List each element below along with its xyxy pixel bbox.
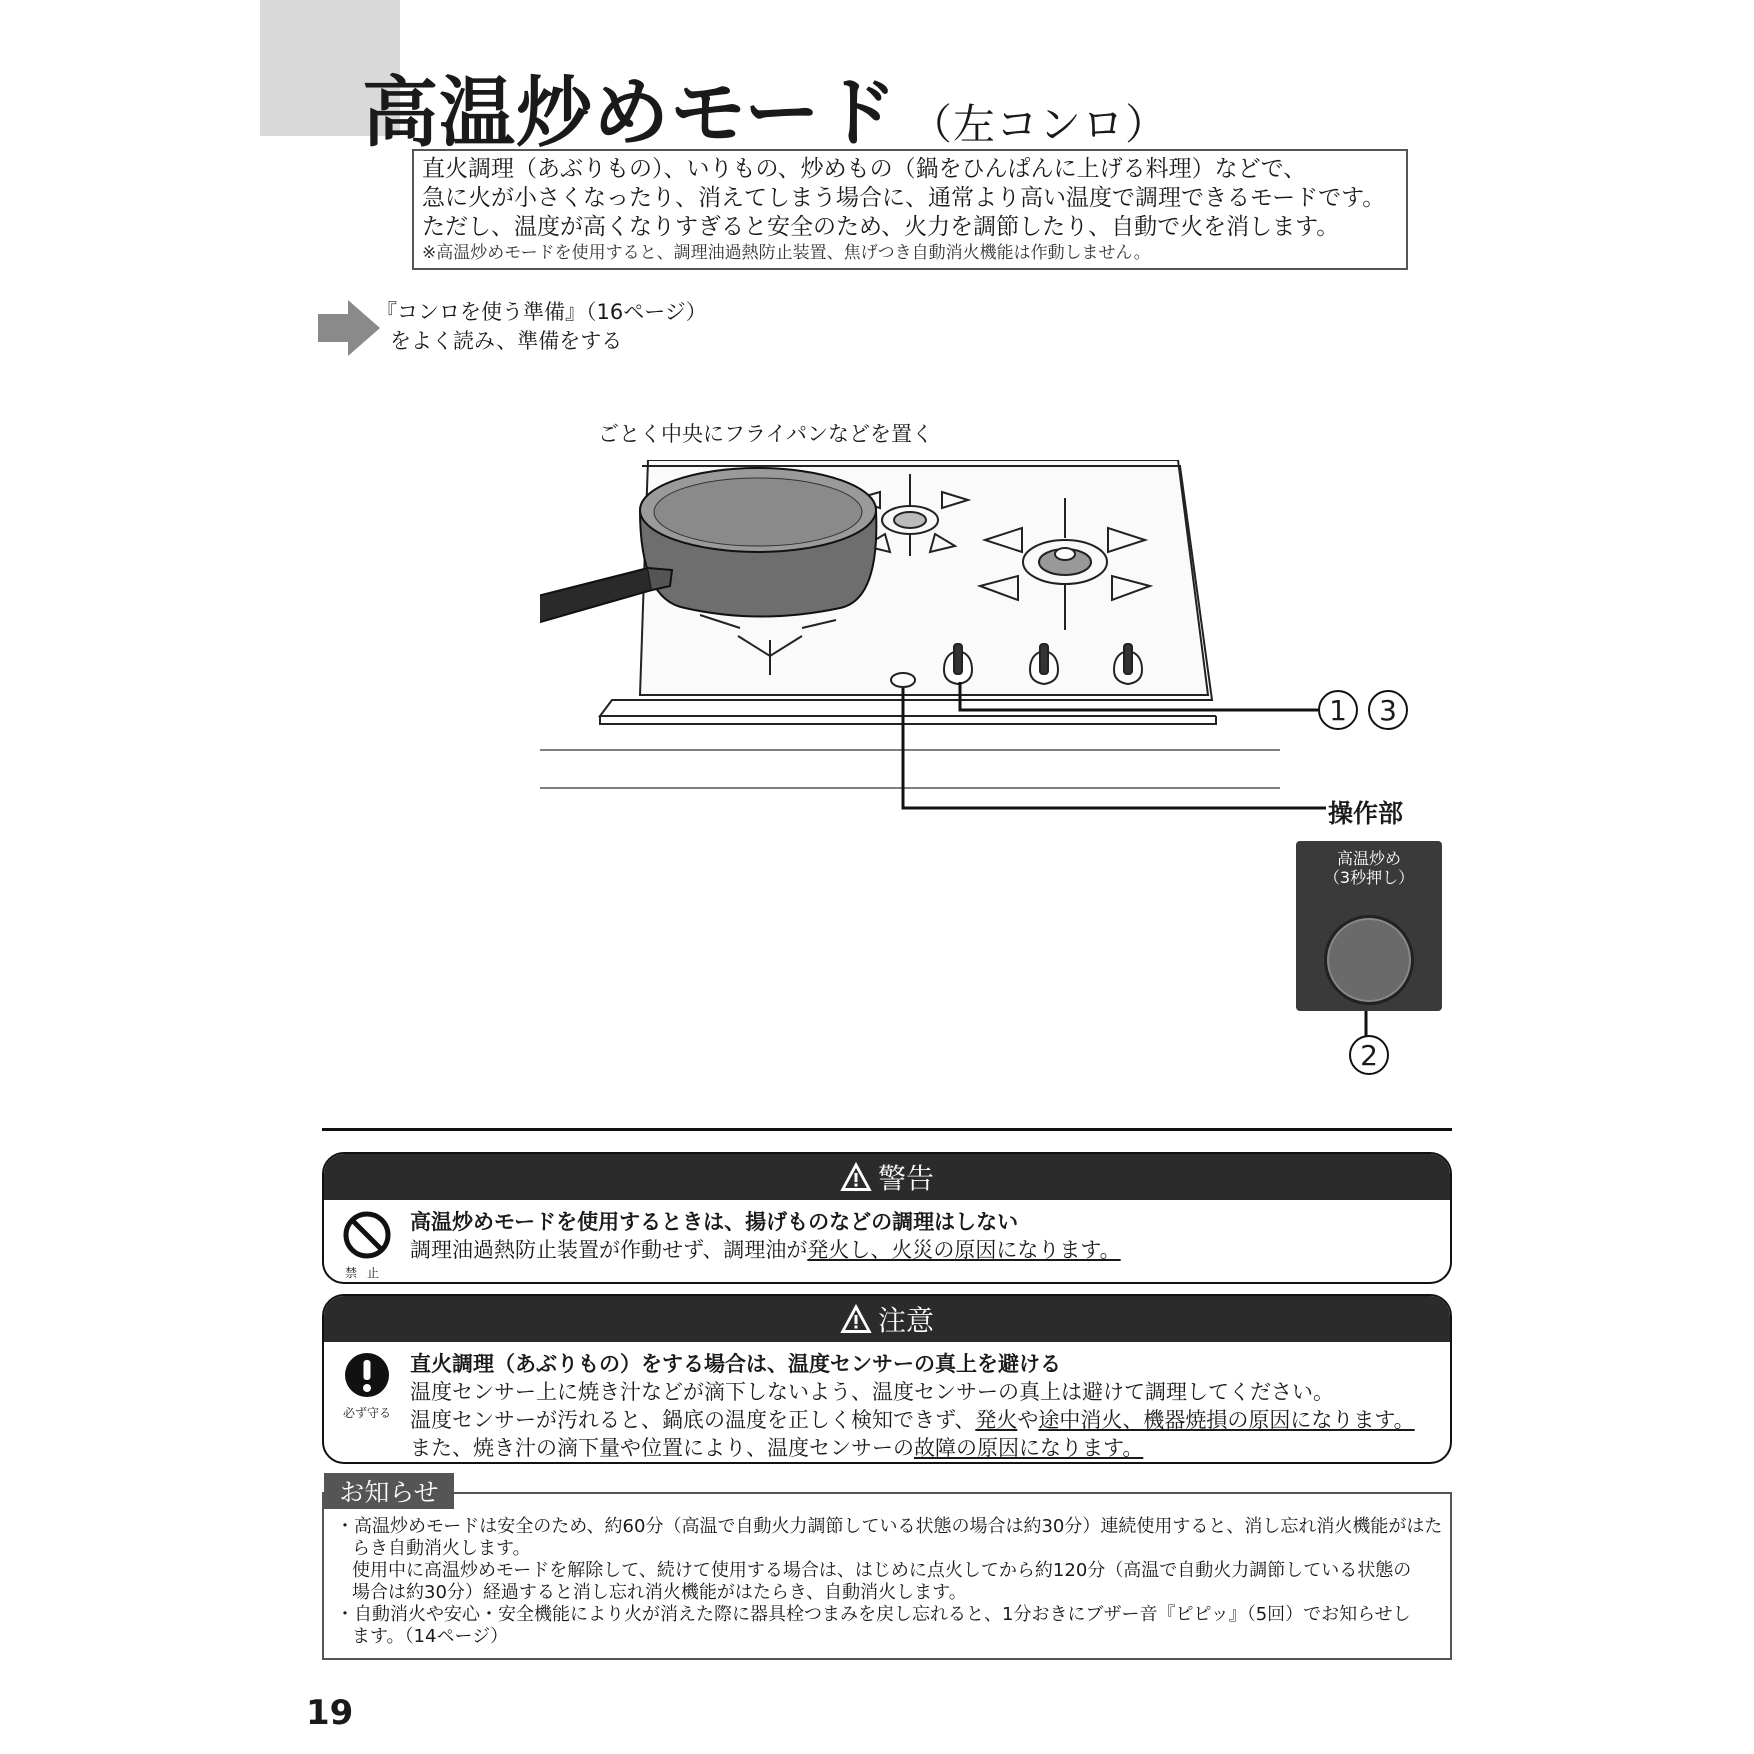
sensor-hole (891, 673, 915, 687)
intro-note: ※高温炒めモードを使用すると、調理油過熱防止装置、焦げつき自動消火機能は作動しません。 (422, 243, 1151, 263)
caution-box (322, 1294, 1452, 1464)
arrow-right-icon (318, 300, 380, 356)
callout-number-3: 3 (1368, 690, 1408, 730)
prep-line-1: 『コンロを使う準備』（16ページ） (376, 300, 707, 324)
counter-lines (540, 750, 1280, 788)
info-line: ・自動消火や安心・安全機能により火が消えた際に器具栓つまみを戻し忘れると、1分おきにブザー音『ピピッ』（5回）でお知らせし (336, 1604, 1411, 1625)
warning-triangle-icon (840, 1162, 872, 1192)
callout-number-1: 1 (1318, 690, 1358, 730)
panel-label-line-1: 高温炒め (1336, 849, 1401, 868)
caution-title: 直火調理（あぶりもの）をする場合は、温度センサーの真上を避ける (410, 1352, 1061, 1376)
warning-body (324, 1200, 1450, 1284)
info-tag: お知らせ (324, 1473, 454, 1509)
info-line: らき自動消火します。 (352, 1538, 531, 1559)
warning-heading: 警告 (877, 1162, 934, 1195)
high-temp-button[interactable] (1324, 915, 1414, 1005)
panel-label-line-2: （3秒押し） (1323, 868, 1415, 887)
frying-pan (540, 468, 876, 625)
page-subtitle: （左コンロ） (909, 100, 1168, 149)
prep-instruction (376, 298, 707, 356)
prep-line-2: をよく読み、準備をする (390, 329, 623, 353)
caution-triangle-icon (840, 1304, 872, 1334)
intro-line: 直火調理（あぶりもの）、いりもの、炒めもの（鍋をひんぱんに上げる料理）などで、 (422, 156, 1307, 182)
mandatory-label: 必ず守る (342, 1406, 391, 1420)
high-temp-button-panel (1296, 841, 1442, 1011)
section-divider (322, 1128, 1452, 1131)
info-box (322, 1492, 1452, 1660)
intro-line: ただし、温度が高くなりすぎると安全のため、火力を調節したり、自動で火を消します。 (422, 214, 1340, 240)
mandatory-icon (344, 1352, 390, 1398)
info-line: ます。（14ページ） (352, 1626, 509, 1647)
info-line: 使用中に高温炒めモードを解除して、続けて使用する場合は、はじめに点火してから約120分（高温で自動火力調節している状態の (352, 1560, 1412, 1581)
warning-header (324, 1154, 1450, 1200)
prohibited-label: 禁止 (344, 1266, 389, 1280)
caution-line-3: また、焼き汁の滴下量や位置により、温度センサーの故障の原因になります。 (410, 1436, 1144, 1460)
warning-text: 調理油過熱防止装置が作動せず、調理油が発火し、火災の原因になります。 (410, 1238, 1121, 1262)
callout-number-2: 2 (1349, 1035, 1389, 1075)
caution-line-1: 温度センサー上に焼き汁などが滴下しないよう、温度センサーの真上は避けて調理してください。 (410, 1380, 1334, 1404)
warning-box (322, 1152, 1452, 1284)
intro-box (412, 149, 1408, 270)
warning-text-underlined: 発火し、火災の原因になります。 (807, 1238, 1121, 1262)
pan-caption: ごとく中央にフライパンなどを置く (598, 422, 933, 446)
info-line: 場合は約30分）経過すると消し忘れ消火機能がはたらき、自動消火します。 (352, 1582, 967, 1603)
caution-header (324, 1296, 1450, 1342)
caution-heading: 注意 (877, 1304, 934, 1337)
control-panel-label: 操作部 (1328, 799, 1404, 828)
info-line: ・高温炒めモードは安全のため、約60分（高温で自動火力調節している状態の場合は約30分）連続使用すると、消し忘れ消火機能がはた (336, 1516, 1443, 1537)
intro-line: 急に火が小さくなったり、消えてしまう場合に、通常より高い温度で調理できるモードです。 (422, 185, 1386, 211)
page-number: 19 (306, 1693, 354, 1733)
page-title: 高温炒めモード （左コンロ） (362, 68, 1168, 157)
caution-line-2: 温度センサーが汚れると、鍋底の温度を正しく検知できず、発火や途中消火、機器焼損の原因になります。 (410, 1408, 1415, 1432)
prohibited-icon (342, 1210, 392, 1260)
warning-title: 高温炒めモードを使用するときは、揚げものなどの調理はしない (410, 1210, 1019, 1234)
panel-label (1296, 849, 1442, 887)
caution-body (324, 1342, 1450, 1464)
